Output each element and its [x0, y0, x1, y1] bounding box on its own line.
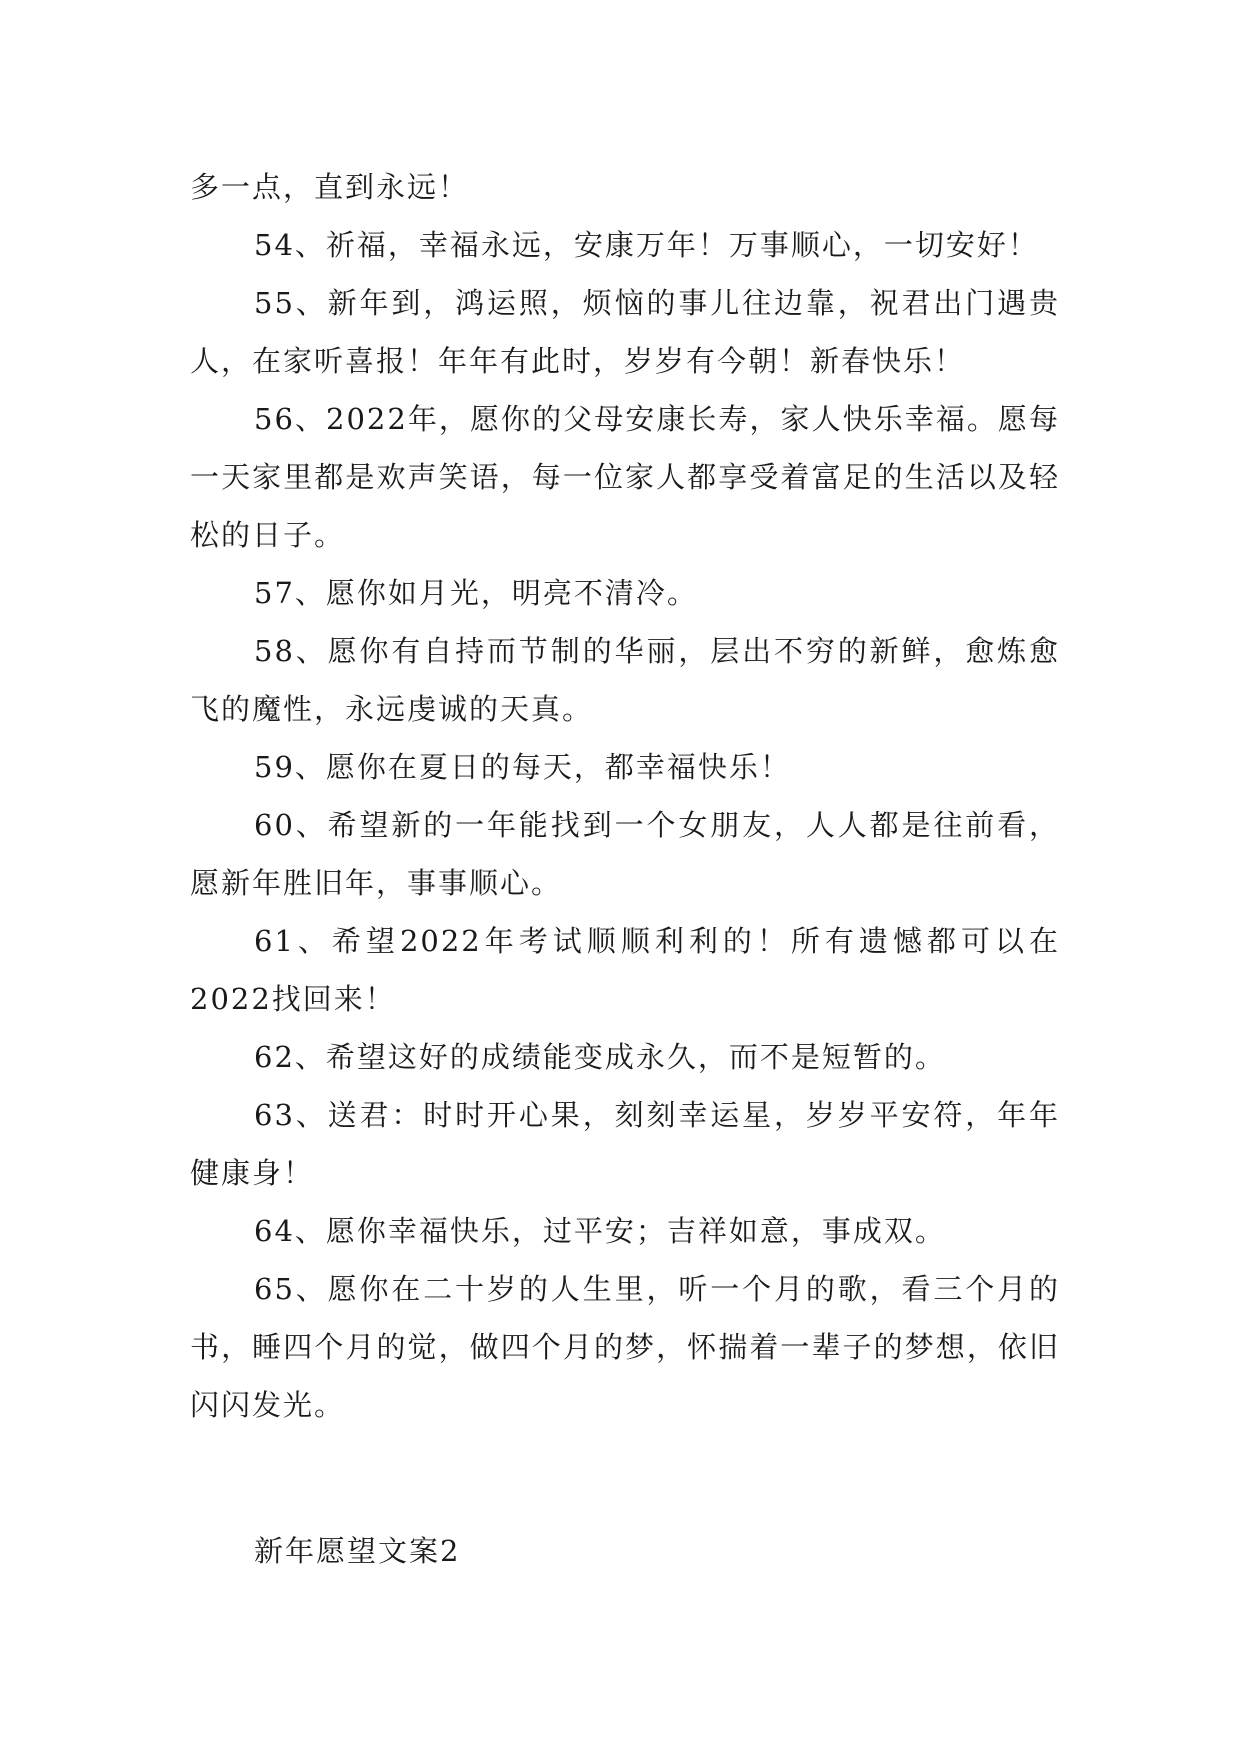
- paragraph-55: 55、新年到，鸿运照，烦恼的事儿往边靠，祝君出门遇贵人，在家听喜报！年年有此时，岁岁有今朝！新春快乐！: [190, 286, 1060, 378]
- paragraph-57: 57、愿你如月光，明亮不清冷。: [254, 576, 698, 610]
- paragraph-60: 60、希望新的一年能找到一个女朋友，人人都是往前看，愿新年胜旧年，事事顺心。: [190, 808, 1060, 900]
- paragraph-56: 56、2022年，愿你的父母安康长寿，家人快乐幸福。愿每一天家里都是欢声笑语，每一位家人都享受着富足的生活以及轻松的日子。: [190, 402, 1060, 552]
- document-body: [190, 158, 1060, 1580]
- paragraph-63: 63、送君：时时开心果，刻刻幸运星，岁岁平安符，年年健康身！: [190, 1098, 1060, 1190]
- paragraph-58: 58、愿你有自持而节制的华丽，层出不穷的新鲜，愈炼愈飞的魔性，永远虔诚的天真。: [190, 634, 1060, 726]
- paragraph-61: 61、希望2022年考试顺顺利利的！所有遗憾都可以在2022找回来！: [190, 924, 1060, 1016]
- section-title: 新年愿望文案2: [254, 1534, 461, 1568]
- paragraph-59: 59、愿你在夏日的每天，都幸福快乐！: [254, 750, 791, 784]
- paragraph-64: 64、愿你幸福快乐，过平安；吉祥如意，事成双。: [254, 1214, 946, 1248]
- paragraph-65: 65、愿你在二十岁的人生里，听一个月的歌，看三个月的书，睡四个月的觉，做四个月的梦，怀揣着一辈子的梦想，依旧闪闪发光。: [190, 1272, 1060, 1422]
- paragraph-54: 54、祈福，幸福永远，安康万年！万事顺心，一切安好！: [254, 228, 1039, 262]
- paragraph-continuation: 多一点，直到永远！: [190, 170, 470, 204]
- paragraph-62: 62、希望这好的成绩能变成永久，而不是短暂的。: [254, 1040, 946, 1074]
